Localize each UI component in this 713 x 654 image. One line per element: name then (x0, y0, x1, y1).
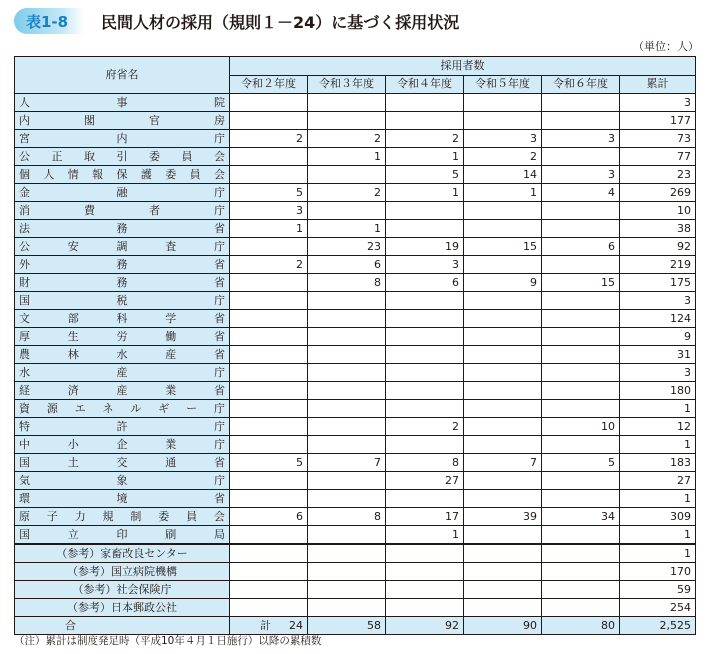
cumulative-value-cell: 269 (620, 184, 696, 202)
table-row (15, 202, 696, 220)
ministry-name: 個 人 情 報 保 護 委 員 会 (19, 167, 225, 181)
table-row (15, 256, 696, 274)
reference-name-cell: （参考）家畜改良センター (15, 544, 230, 563)
total-year-value-cell: 24 (230, 617, 308, 635)
reference-row (15, 563, 696, 581)
year-value-cell (308, 328, 386, 346)
year-value-cell (386, 563, 464, 581)
year-value-cell: 5 (542, 454, 620, 472)
year-value-cell (464, 526, 542, 545)
year-value-cell (464, 112, 542, 130)
recruitment-table (14, 56, 696, 635)
year-value-cell: 15 (542, 274, 620, 292)
year-value-cell: 8 (386, 454, 464, 472)
year-value-cell: 7 (464, 454, 542, 472)
year-value-cell (464, 400, 542, 418)
year-value-cell (230, 274, 308, 292)
year-value-cell (230, 490, 308, 508)
cumulative-value-cell: 92 (620, 238, 696, 256)
cumulative-value-cell: 31 (620, 346, 696, 364)
year-value-cell (464, 599, 542, 617)
year-value-cell (230, 112, 308, 130)
year-value-cell (308, 310, 386, 328)
cumulative-column-header: 累計 (620, 75, 696, 94)
year-value-cell: 1 (230, 220, 308, 238)
unit-label: （単位：人） (633, 40, 699, 53)
year-value-cell (308, 526, 386, 545)
year-value-cell (230, 148, 308, 166)
cumulative-value-cell: 177 (620, 112, 696, 130)
ministry-name-cell (15, 112, 230, 130)
table-row (15, 508, 696, 526)
cumulative-value-cell: 175 (620, 274, 696, 292)
table-row (15, 238, 696, 256)
ministry-name: 特 許 庁 (19, 419, 225, 433)
ministry-name-cell (15, 94, 230, 112)
year-column-header: 令和６年度 (542, 75, 620, 94)
reference-row (15, 599, 696, 617)
table-row (15, 526, 696, 545)
year-value-cell (464, 490, 542, 508)
year-value-cell: 5 (230, 454, 308, 472)
cumulative-value-cell: 59 (620, 581, 696, 599)
ministry-name: 内 閣 官 房 (19, 113, 225, 127)
year-value-cell (386, 202, 464, 220)
year-column-header: 令和４年度 (386, 75, 464, 94)
table-row (15, 400, 696, 418)
table-header (14, 8, 704, 34)
year-value-cell: 6 (386, 274, 464, 292)
ministry-name-cell (15, 490, 230, 508)
year-value-cell (386, 310, 464, 328)
table-row (15, 220, 696, 238)
year-value-cell (230, 346, 308, 364)
ministry-name-cell (15, 184, 230, 202)
year-value-cell: 8 (308, 508, 386, 526)
ministry-name-cell (15, 130, 230, 148)
year-value-cell (386, 436, 464, 454)
table-row (15, 166, 696, 184)
table-row (15, 274, 696, 292)
ministry-name-cell (15, 472, 230, 490)
ministry-name-cell (15, 400, 230, 418)
cumulative-value-cell: 1 (620, 400, 696, 418)
cumulative-value-cell: 12 (620, 418, 696, 436)
table-row (15, 310, 696, 328)
ministry-name-cell (15, 256, 230, 274)
year-value-cell: 8 (308, 274, 386, 292)
cumulative-value-cell: 124 (620, 310, 696, 328)
total-year-value-cell: 58 (308, 617, 386, 635)
year-value-cell: 3 (230, 202, 308, 220)
year-value-cell: 2 (386, 130, 464, 148)
year-value-cell: 1 (386, 184, 464, 202)
year-value-cell (386, 544, 464, 563)
table-row (15, 382, 696, 400)
year-value-cell: 2 (308, 184, 386, 202)
table-number-tag (14, 8, 84, 34)
footnote: （注）累計は制度発足時（平成10年４月１日施行）以降の累積数 (14, 635, 322, 647)
table-row (15, 130, 696, 148)
year-value-cell (542, 94, 620, 112)
table-row (15, 472, 696, 490)
cumulative-value-cell: 9 (620, 328, 696, 346)
table-body (15, 94, 696, 635)
year-value-cell (542, 202, 620, 220)
cumulative-value-cell: 219 (620, 256, 696, 274)
year-value-cell (464, 436, 542, 454)
year-value-cell (308, 544, 386, 563)
year-value-cell (386, 400, 464, 418)
reference-row (15, 544, 696, 563)
ministry-name-cell (15, 508, 230, 526)
year-value-cell: 1 (464, 184, 542, 202)
ministry-name-cell (15, 148, 230, 166)
year-value-cell: 9 (464, 274, 542, 292)
ministry-name-cell (15, 382, 230, 400)
year-value-cell (464, 382, 542, 400)
year-value-cell (308, 166, 386, 184)
ministry-name: 国 税 庁 (19, 293, 225, 307)
year-value-cell (542, 382, 620, 400)
year-value-cell: 15 (464, 238, 542, 256)
year-value-cell: 3 (464, 130, 542, 148)
year-value-cell: 1 (386, 148, 464, 166)
year-value-cell (464, 418, 542, 436)
year-value-cell (230, 418, 308, 436)
year-value-cell: 2 (230, 130, 308, 148)
ministry-name-cell (15, 220, 230, 238)
cumulative-value-cell: 1 (620, 490, 696, 508)
ministry-column-header: 府省名 (15, 57, 230, 94)
cumulative-value-cell: 183 (620, 454, 696, 472)
year-value-cell (308, 292, 386, 310)
year-value-cell (230, 581, 308, 599)
year-value-cell: 3 (542, 166, 620, 184)
year-value-cell (464, 292, 542, 310)
cumulative-value-cell: 309 (620, 508, 696, 526)
ministry-name-cell (15, 274, 230, 292)
year-value-cell: 39 (464, 508, 542, 526)
hires-column-group-header: 採用者数 (230, 57, 696, 76)
reference-row (15, 581, 696, 599)
year-value-cell (542, 256, 620, 274)
year-value-cell (230, 599, 308, 617)
year-value-cell (308, 364, 386, 382)
ministry-name-cell (15, 454, 230, 472)
year-value-cell: 5 (230, 184, 308, 202)
ministry-name: 金 融 庁 (19, 185, 225, 199)
year-value-cell (464, 346, 542, 364)
year-value-cell (230, 310, 308, 328)
year-value-cell (464, 581, 542, 599)
year-value-cell (308, 202, 386, 220)
ministry-name-cell (15, 202, 230, 220)
year-value-cell (386, 328, 464, 346)
ministry-name-cell (15, 436, 230, 454)
ministry-name: 法 務 省 (19, 221, 225, 235)
year-column-header: 令和５年度 (464, 75, 542, 94)
cumulative-value-cell: 73 (620, 130, 696, 148)
ministry-name: 気 象 庁 (19, 473, 225, 487)
year-value-cell (230, 238, 308, 256)
year-value-cell (464, 94, 542, 112)
ministry-name: 厚 生 労 働 省 (19, 329, 225, 343)
table-row (15, 436, 696, 454)
ministry-name-cell (15, 328, 230, 346)
table-row (15, 364, 696, 382)
year-value-cell (542, 436, 620, 454)
year-value-cell (542, 581, 620, 599)
ministry-name: 文 部 科 学 省 (19, 311, 225, 325)
year-value-cell (542, 472, 620, 490)
ministry-name-cell (15, 418, 230, 436)
cumulative-value-cell: 38 (620, 220, 696, 238)
year-value-cell (542, 364, 620, 382)
year-value-cell (230, 472, 308, 490)
year-value-cell: 3 (386, 256, 464, 274)
year-value-cell (308, 94, 386, 112)
ministry-name: 国 土 交 通 省 (19, 455, 225, 469)
year-value-cell (230, 400, 308, 418)
year-value-cell (308, 436, 386, 454)
table-number: 表1-8 (26, 13, 69, 31)
ministry-name: 財 務 省 (19, 275, 225, 289)
year-value-cell (308, 346, 386, 364)
ministry-name: 農 林 水 産 省 (19, 347, 225, 361)
year-value-cell (386, 112, 464, 130)
ministry-name: 水 産 庁 (19, 365, 225, 379)
table-row (15, 148, 696, 166)
year-value-cell (308, 472, 386, 490)
ministry-name: 環 境 省 (19, 491, 225, 505)
year-value-cell (542, 346, 620, 364)
year-value-cell (542, 490, 620, 508)
total-year-value-cell: 92 (386, 617, 464, 635)
year-value-cell (386, 292, 464, 310)
year-value-cell (542, 563, 620, 581)
year-value-cell (464, 563, 542, 581)
cumulative-value-cell: 254 (620, 599, 696, 617)
total-year-value-cell: 90 (464, 617, 542, 635)
year-value-cell (386, 581, 464, 599)
table-row (15, 112, 696, 130)
year-value-cell (542, 310, 620, 328)
year-value-cell (542, 148, 620, 166)
year-value-cell (542, 400, 620, 418)
year-value-cell: 1 (308, 148, 386, 166)
year-value-cell: 1 (386, 526, 464, 545)
year-value-cell (230, 166, 308, 184)
cumulative-value-cell: 3 (620, 292, 696, 310)
year-value-cell (464, 328, 542, 346)
year-value-cell (230, 382, 308, 400)
year-value-cell (230, 292, 308, 310)
ministry-name: 公 正 取 引 委 員 会 (19, 149, 225, 163)
year-value-cell (308, 490, 386, 508)
year-value-cell (308, 563, 386, 581)
ministry-name-cell (15, 526, 230, 545)
cumulative-value-cell: 23 (620, 166, 696, 184)
ministry-name-cell (15, 310, 230, 328)
year-value-cell (542, 112, 620, 130)
total-label-cell (15, 617, 271, 635)
year-value-cell (230, 328, 308, 346)
year-value-cell (386, 94, 464, 112)
year-value-cell: 5 (386, 166, 464, 184)
year-value-cell (542, 328, 620, 346)
year-value-cell (386, 382, 464, 400)
table-row (15, 184, 696, 202)
year-value-cell (308, 400, 386, 418)
year-value-cell: 2 (386, 418, 464, 436)
cumulative-value-cell: 170 (620, 563, 696, 581)
year-value-cell (464, 202, 542, 220)
year-value-cell: 34 (542, 508, 620, 526)
year-value-cell (542, 292, 620, 310)
year-value-cell (230, 364, 308, 382)
table-title: 民間人材の採用（規則１－24）に基づく採用状況 (101, 13, 460, 32)
ministry-name: 消 費 者 庁 (19, 203, 225, 217)
year-value-cell (386, 364, 464, 382)
year-value-cell: 1 (308, 220, 386, 238)
year-value-cell (464, 472, 542, 490)
cumulative-value-cell: 3 (620, 94, 696, 112)
year-value-cell (464, 256, 542, 274)
reference-name-cell: （参考）社会保険庁 (15, 581, 230, 599)
year-column-header: 令和２年度 (230, 75, 308, 94)
cumulative-value-cell: 1 (620, 526, 696, 545)
cumulative-value-cell: 27 (620, 472, 696, 490)
year-value-cell (542, 599, 620, 617)
table-row (15, 346, 696, 364)
grand-total-cell: 2,525 (620, 617, 696, 635)
cumulative-value-cell: 3 (620, 364, 696, 382)
year-value-cell (230, 526, 308, 545)
ministry-name-cell (15, 364, 230, 382)
year-value-cell (308, 418, 386, 436)
year-value-cell (464, 220, 542, 238)
year-value-cell: 6 (230, 508, 308, 526)
year-value-cell (308, 599, 386, 617)
year-value-cell: 2 (230, 256, 308, 274)
ministry-name: 人 事 院 (19, 95, 225, 109)
total-label: 合 計 (65, 618, 271, 632)
year-value-cell (386, 346, 464, 364)
table-row (15, 454, 696, 472)
year-value-cell: 27 (386, 472, 464, 490)
year-value-cell: 6 (308, 256, 386, 274)
year-value-cell (308, 112, 386, 130)
ministry-name-cell (15, 292, 230, 310)
ministry-name: 宮 内 庁 (19, 131, 225, 145)
year-value-cell (542, 526, 620, 545)
reference-name-cell: （参考）国立病院機構 (15, 563, 230, 581)
cumulative-value-cell: 77 (620, 148, 696, 166)
total-year-value-cell: 80 (542, 617, 620, 635)
year-value-cell (386, 599, 464, 617)
year-value-cell: 6 (542, 238, 620, 256)
year-value-cell (230, 563, 308, 581)
table-row (15, 418, 696, 436)
year-value-cell (308, 581, 386, 599)
year-value-cell (464, 544, 542, 563)
ministry-name-cell (15, 238, 230, 256)
ministry-name: 経 済 産 業 省 (19, 383, 225, 397)
year-value-cell: 2 (464, 148, 542, 166)
year-value-cell (464, 310, 542, 328)
table-row (15, 490, 696, 508)
cumulative-value-cell: 180 (620, 382, 696, 400)
ministry-name: 国 立 印 刷 局 (19, 527, 225, 541)
ministry-name: 外 務 省 (19, 257, 225, 271)
ministry-name-cell (15, 166, 230, 184)
year-column-header: 令和３年度 (308, 75, 386, 94)
total-row (15, 617, 696, 635)
year-value-cell (542, 220, 620, 238)
ministry-name: 資 源 エ ネ ル ギ ー 庁 (19, 401, 225, 415)
year-value-cell (230, 94, 308, 112)
year-value-cell: 23 (308, 238, 386, 256)
table-row (15, 94, 696, 112)
year-value-cell: 10 (542, 418, 620, 436)
year-value-cell (386, 490, 464, 508)
year-value-cell (308, 382, 386, 400)
year-value-cell (230, 436, 308, 454)
year-value-cell: 14 (464, 166, 542, 184)
cumulative-value-cell: 10 (620, 202, 696, 220)
cumulative-value-cell: 1 (620, 544, 696, 563)
ministry-name: 中 小 企 業 庁 (19, 437, 225, 451)
table-row (15, 292, 696, 310)
table-row (15, 328, 696, 346)
year-value-cell: 2 (308, 130, 386, 148)
year-value-cell (230, 544, 308, 563)
reference-name-cell: （参考）日本郵政公社 (15, 599, 230, 617)
year-value-cell: 17 (386, 508, 464, 526)
year-value-cell (464, 364, 542, 382)
year-value-cell (542, 544, 620, 563)
year-value-cell: 4 (542, 184, 620, 202)
year-value-cell: 19 (386, 238, 464, 256)
ministry-name: 原 子 力 規 制 委 員 会 (19, 509, 225, 523)
year-value-cell (386, 220, 464, 238)
year-value-cell: 7 (308, 454, 386, 472)
ministry-name-cell (15, 346, 230, 364)
year-value-cell: 3 (542, 130, 620, 148)
cumulative-value-cell: 1 (620, 436, 696, 454)
ministry-name: 公 安 調 査 庁 (19, 239, 225, 253)
